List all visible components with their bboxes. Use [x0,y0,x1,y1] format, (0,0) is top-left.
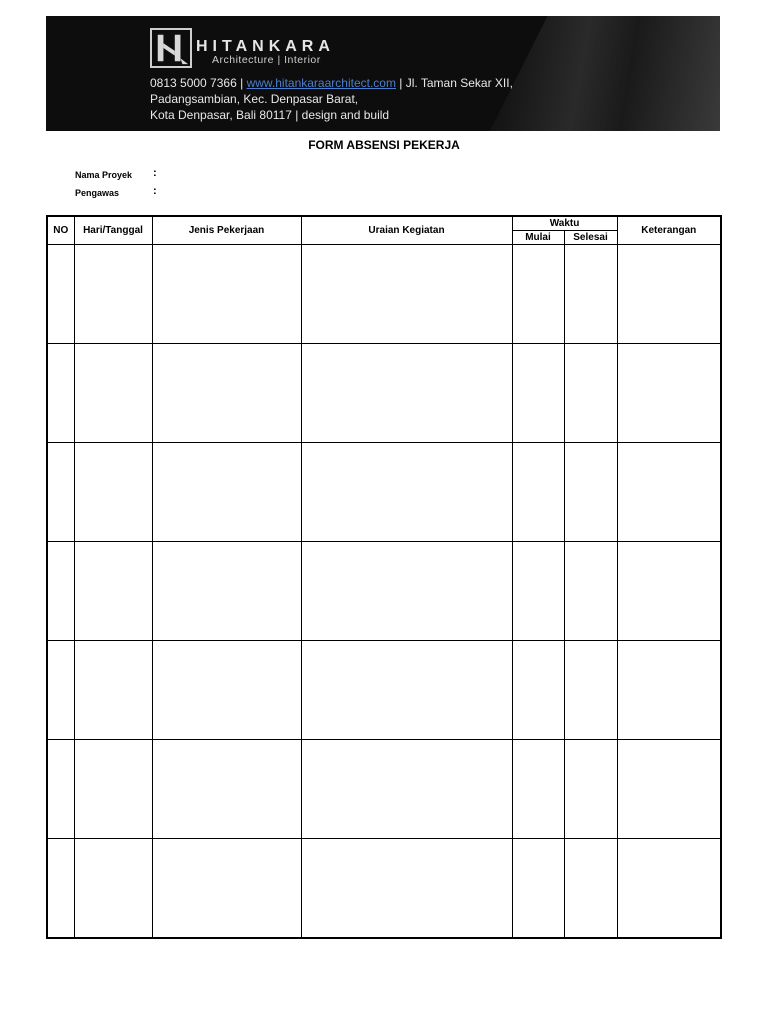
job-type-cell[interactable] [152,838,301,938]
header-job-type: Jenis Pekerjaan [152,216,301,244]
notes-cell[interactable] [617,640,721,739]
date-cell[interactable] [74,541,152,640]
job-type-cell[interactable] [152,739,301,838]
project-name-label: Nama Proyek [75,170,133,180]
activity-cell[interactable] [301,343,512,442]
no-cell[interactable] [47,838,74,938]
notes-cell[interactable] [617,838,721,938]
form-title: FORM ABSENSI PEKERJA [308,138,460,152]
notes-cell[interactable] [617,739,721,838]
end-cell[interactable] [564,244,617,343]
start-cell[interactable] [512,541,564,640]
no-cell[interactable] [47,343,74,442]
start-cell[interactable] [512,343,564,442]
header-time: Waktu [512,216,617,230]
notes-cell[interactable] [617,442,721,541]
job-type-cell[interactable] [152,640,301,739]
attendance-table [46,215,722,939]
activity-cell[interactable] [301,640,512,739]
notes-cell[interactable] [617,343,721,442]
header-activity: Uraian Kegiatan [301,216,512,244]
activity-cell[interactable] [301,541,512,640]
start-cell[interactable] [512,442,564,541]
table-row [47,739,721,838]
job-type-cell[interactable] [152,541,301,640]
start-cell[interactable] [512,640,564,739]
no-cell[interactable] [47,244,74,343]
notes-cell[interactable] [617,541,721,640]
activity-cell[interactable] [301,442,512,541]
table-row [47,541,721,640]
address-line-1: | Jl. Taman Sekar XII, [399,76,513,90]
attendance-rows [47,244,721,938]
phone-number: 0813 5000 7366 | [150,76,244,90]
table-row [47,640,721,739]
brand-name: HITANKARA [196,38,335,55]
end-cell[interactable] [564,442,617,541]
date-cell[interactable] [74,244,152,343]
header-end: Selesai [564,230,617,244]
start-cell[interactable] [512,739,564,838]
header-date: Hari/Tanggal [74,216,152,244]
activity-cell[interactable] [301,244,512,343]
supervisor-label: Pengawas [75,188,120,198]
no-cell[interactable] [47,640,74,739]
header-notes: Keterangan [617,216,721,244]
table-row [47,442,721,541]
website-link[interactable]: www.hitankaraarchitect.com [246,76,396,90]
header-no: NO [47,216,74,244]
supervisor-colon: : [153,185,157,197]
notes-cell[interactable] [617,244,721,343]
date-cell[interactable] [74,343,152,442]
project-name-colon: : [153,167,157,179]
activity-cell[interactable] [301,838,512,938]
date-cell[interactable] [74,739,152,838]
job-type-cell[interactable] [152,244,301,343]
end-cell[interactable] [564,541,617,640]
date-cell[interactable] [74,838,152,938]
date-cell[interactable] [74,640,152,739]
end-cell[interactable] [564,838,617,938]
no-cell[interactable] [47,541,74,640]
end-cell[interactable] [564,640,617,739]
hitankara-logo-icon [150,28,192,68]
table-row [47,838,721,938]
job-type-cell[interactable] [152,442,301,541]
address-line-2: Padangsambian, Kec. Denpasar Barat, [150,92,359,106]
header-decoration [490,16,720,131]
no-cell[interactable] [47,739,74,838]
date-cell[interactable] [74,442,152,541]
start-cell[interactable] [512,244,564,343]
end-cell[interactable] [564,343,617,442]
end-cell[interactable] [564,739,617,838]
table-row [47,244,721,343]
header-start: Mulai [512,230,564,244]
letterhead [46,16,720,131]
contact-line-1 [150,75,513,91]
brand-tagline: Architecture | Interior [212,54,321,66]
start-cell[interactable] [512,838,564,938]
contact-block [150,75,513,123]
address-line-3: Kota Denpasar, Bali 80117 | design and build [150,108,390,122]
job-type-cell[interactable] [152,343,301,442]
table-row [47,343,721,442]
no-cell[interactable] [47,442,74,541]
activity-cell[interactable] [301,739,512,838]
